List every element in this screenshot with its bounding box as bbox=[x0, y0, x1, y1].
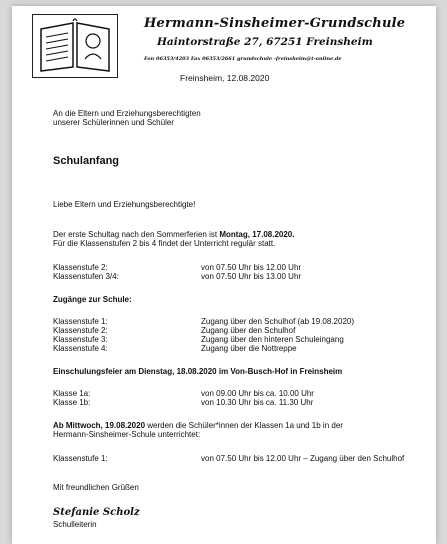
signer-role: Schulleiterin bbox=[53, 520, 97, 529]
wednesday-date: Ab Mittwoch, 19.08.2020 bbox=[53, 421, 146, 430]
access-heading: Zugänge zur Schule: bbox=[53, 295, 132, 304]
wednesday-line-2: Hermann-Sinsheimer-Schule unterrichtet: bbox=[53, 430, 201, 439]
intro-line-1-text: Der erste Schultag nach den Sommerferien ist bbox=[53, 230, 220, 239]
school-name: Hermann-Sinsheimer-Grundschule bbox=[144, 16, 406, 31]
enrollment-value: von 09.00 Uhr bis ca. 10.00 Uhr bbox=[201, 389, 314, 398]
class1-value: von 07.50 Uhr bis 12.00 Uhr – Zugang über den Schulhof bbox=[201, 454, 405, 463]
salutation: Liebe Eltern und Erziehungsberechtigte! bbox=[53, 200, 196, 209]
school-contact: Fon 06353/4203 Fax 06353/2661 grundschule -freinsheim@t-online.de bbox=[144, 56, 342, 62]
intro-line-2: Für die Klassenstufen 2 bis 4 findet der Unterricht regulär statt. bbox=[53, 239, 276, 248]
access-value: Zugang über den Schulhof (ab 19.08.2020) bbox=[201, 317, 355, 326]
enrollment-row bbox=[53, 398, 314, 408]
school-logo bbox=[32, 14, 118, 78]
place-date: Freinsheim, 12.08.2020 bbox=[180, 73, 270, 83]
recipient-line-1: An die Eltern und Erziehungsberechtigten bbox=[53, 109, 201, 118]
book-logo-icon bbox=[33, 15, 117, 77]
access-label: Klassenstufe 1: bbox=[53, 317, 108, 326]
enrollment-value: von 10.30 Uhr bis ca. 11.30 Uhr bbox=[201, 398, 314, 407]
access-value: Zugang über den Schulhof bbox=[201, 326, 296, 335]
signature: Stefanie Scholz bbox=[53, 507, 140, 518]
wednesday-text: werden die Schüler*innen der Klassen 1a und 1b in der bbox=[145, 421, 343, 430]
access-label: Klassenstufe 3: bbox=[53, 335, 108, 344]
recipient-line-2: unserer Schülerinnen und Schüler bbox=[53, 118, 174, 127]
school-address: Haintorstraße 27, 67251 Freinsheim bbox=[157, 36, 373, 48]
enrollment-heading: Einschulungsfeier am Dienstag, 18.08.2020 im Von-Busch-Hof in Freinsheim bbox=[53, 367, 343, 376]
enrollment-label: Klasse 1a: bbox=[53, 389, 91, 398]
access-value: Zugang über den hinteren Schuleingang bbox=[201, 335, 344, 344]
access-label: Klassenstufe 4: bbox=[53, 344, 108, 353]
enrollment-label: Klasse 1b: bbox=[53, 398, 91, 407]
first-school-day: Montag, 17.08.2020. bbox=[219, 230, 295, 239]
class1-row bbox=[53, 454, 405, 464]
schedule-row bbox=[53, 272, 302, 282]
access-label: Klassenstufe 2: bbox=[53, 326, 108, 335]
letter-subject: Schulanfang bbox=[53, 155, 120, 167]
class1-label: Klassenstufe 1: bbox=[53, 454, 108, 463]
schedule-value: von 07.50 Uhr bis 12.00 Uhr bbox=[201, 263, 302, 272]
schedule-label: Klassenstufen 3/4: bbox=[53, 272, 119, 281]
schedule-label: Klassenstufe 2: bbox=[53, 263, 108, 272]
closing: Mit freundlichen Grüßen bbox=[53, 483, 139, 492]
access-row bbox=[53, 344, 297, 354]
schedule-value: von 07.50 Uhr bis 13.00 Uhr bbox=[201, 272, 302, 281]
letter-page bbox=[12, 6, 436, 544]
access-value: Zugang über die Nottreppe bbox=[201, 344, 297, 353]
